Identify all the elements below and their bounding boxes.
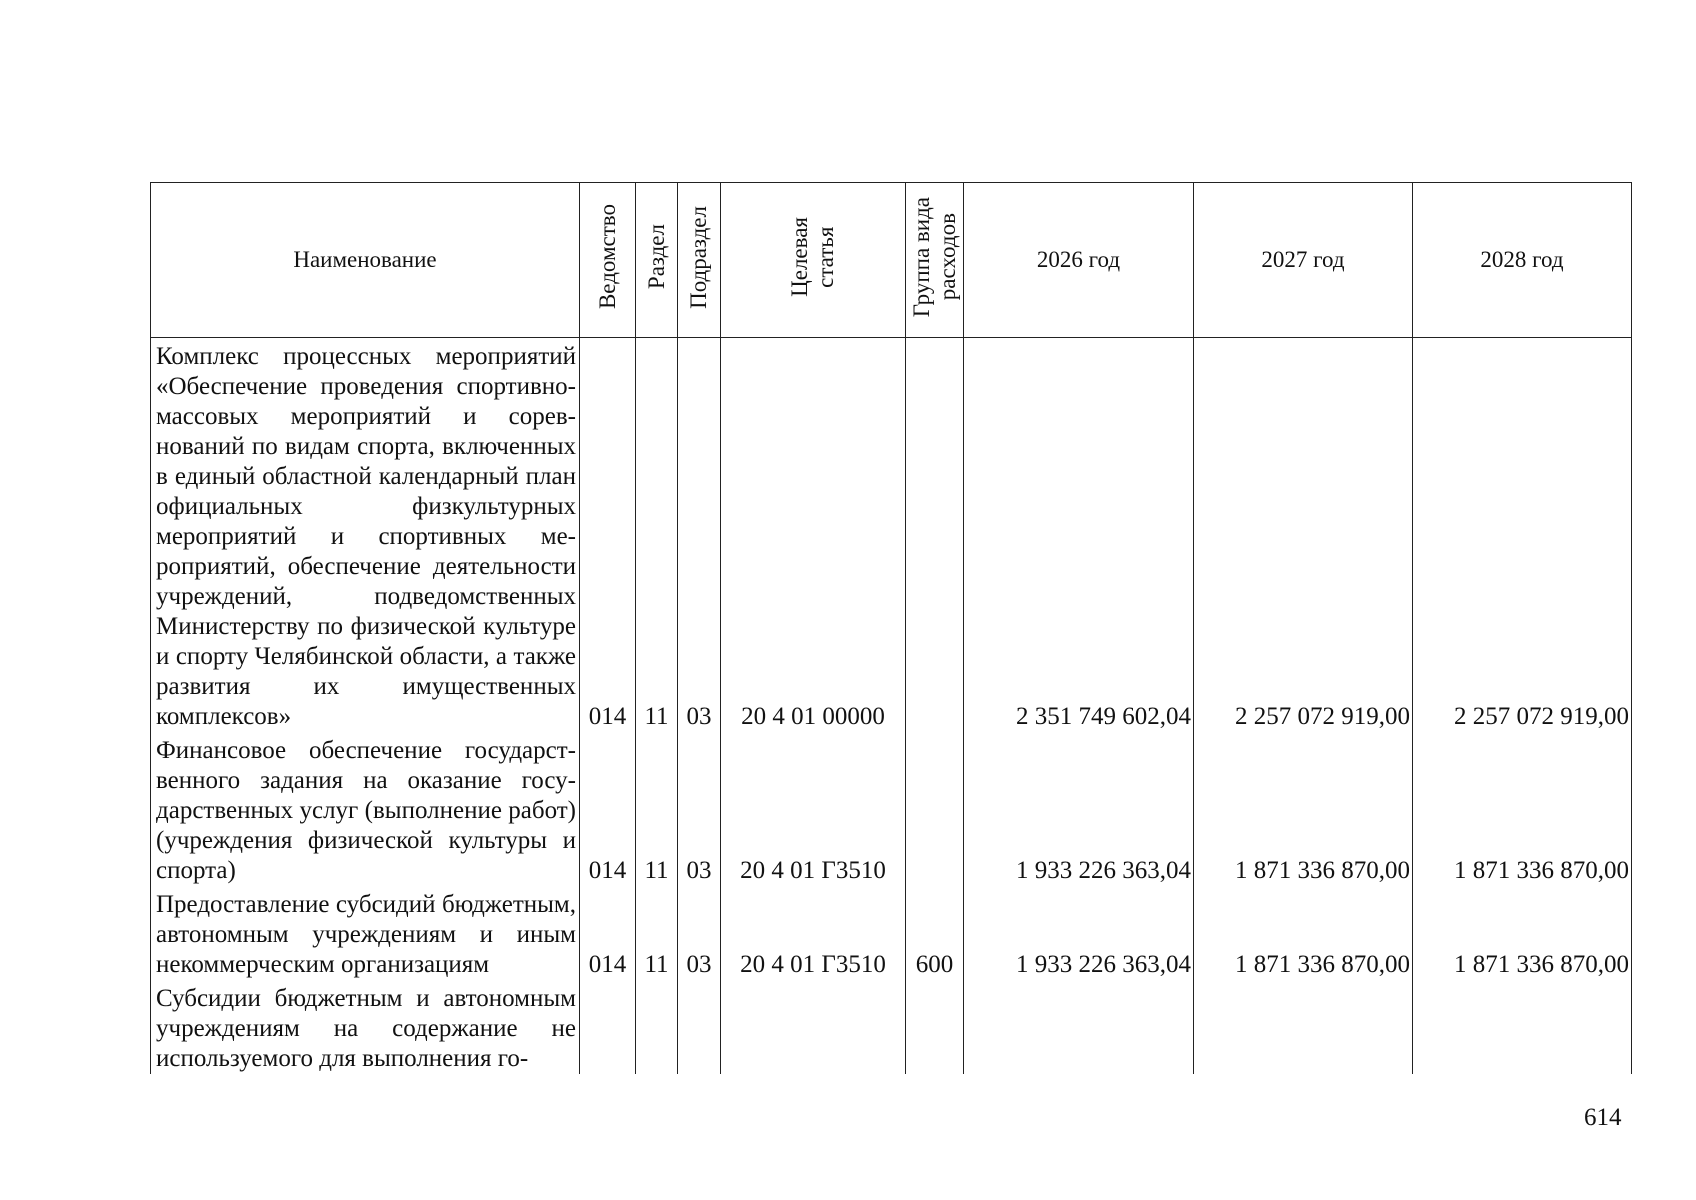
row-name: Финансовое обеспечение государственного задания на оказание государственных услуг (выполнение работ) (учреждения физической культуры и спорта) (151, 732, 580, 886)
row-razdel: 11 (636, 886, 678, 980)
row-razdel (636, 980, 678, 1074)
table-header-row (151, 183, 1632, 338)
header-podrazdel (678, 183, 721, 338)
row-gruppa: 600 (906, 886, 964, 980)
row-amount-2026: 2 351 749 602,04 (964, 338, 1194, 733)
table-row (151, 886, 1632, 980)
budget-table (150, 182, 1632, 1074)
header-razdel-label: Раздел (643, 224, 669, 290)
row-vedomstvo: 014 (580, 338, 636, 733)
row-celevaya: 20 4 01 00000 (721, 338, 906, 733)
row-vedomstvo (580, 980, 636, 1074)
row-name: Предоставление субсидий бюджетным, автономным учреждениям и иным некоммерческим организациям (151, 886, 580, 980)
row-amount-2027: 1 871 336 870,00 (1194, 732, 1413, 886)
header-year-2026: 2026 год (964, 183, 1194, 338)
table-row (151, 980, 1632, 1074)
header-celevaya (721, 183, 906, 338)
header-podrazdel-label: Подраздел (686, 205, 711, 309)
row-podrazdel (678, 980, 721, 1074)
row-amount-2028: 2 257 072 919,00 (1413, 338, 1632, 733)
header-year-2027: 2027 год (1194, 183, 1413, 338)
table-row (151, 338, 1632, 733)
page-number: 614 (1584, 1104, 1622, 1131)
header-year-2028: 2028 год (1413, 183, 1632, 338)
row-amount-2026: 1 933 226 363,04 (964, 732, 1194, 886)
row-name: Комплекс процессных мероприятий «Обеспечение проведения спортивно-массовых мероприятий и соревнований по видам спорта, включенных в единый областной календарный план официальных физкультурных мероприятий и спортивных мероприятий, обеспечение деятельности учреждений, подведомственных Министерству по физической культуре и спорту Челябинской области, а также развития их имущественных комплексов» (151, 338, 580, 733)
row-podrazdel: 03 (678, 732, 721, 886)
row-amount-2027: 1 871 336 870,00 (1194, 886, 1413, 980)
row-name: Субсидии бюджетным и автономным учреждениям на содержание не используемого для выполнения го- (151, 980, 580, 1074)
row-gruppa (906, 732, 964, 886)
header-gruppa-label: Группа вида расходов (908, 196, 960, 318)
row-vedomstvo: 014 (580, 732, 636, 886)
header-vedomstvo (580, 183, 636, 338)
header-gruppa (906, 183, 964, 338)
row-amount-2028: 1 871 336 870,00 (1413, 732, 1632, 886)
row-amount-2026: 1 933 226 363,04 (964, 886, 1194, 980)
row-amount-2027 (1194, 980, 1413, 1074)
header-name: Наименование (151, 183, 580, 338)
header-razdel (636, 183, 678, 338)
header-vedomstvo-label: Ведомство (594, 204, 620, 310)
row-celevaya: 20 4 01 Г3510 (721, 886, 906, 980)
table-row (151, 732, 1632, 886)
row-razdel: 11 (636, 338, 678, 733)
row-podrazdel: 03 (678, 338, 721, 733)
header-celevaya-label: Целевая статья (787, 217, 838, 297)
row-vedomstvo: 014 (580, 886, 636, 980)
row-amount-2028 (1413, 980, 1632, 1074)
row-amount-2028: 1 871 336 870,00 (1413, 886, 1632, 980)
row-celevaya: 20 4 01 Г3510 (721, 732, 906, 886)
row-gruppa (906, 338, 964, 733)
row-podrazdel: 03 (678, 886, 721, 980)
row-amount-2027: 2 257 072 919,00 (1194, 338, 1413, 733)
row-celevaya (721, 980, 906, 1074)
row-gruppa (906, 980, 964, 1074)
row-amount-2026 (964, 980, 1194, 1074)
row-razdel: 11 (636, 732, 678, 886)
